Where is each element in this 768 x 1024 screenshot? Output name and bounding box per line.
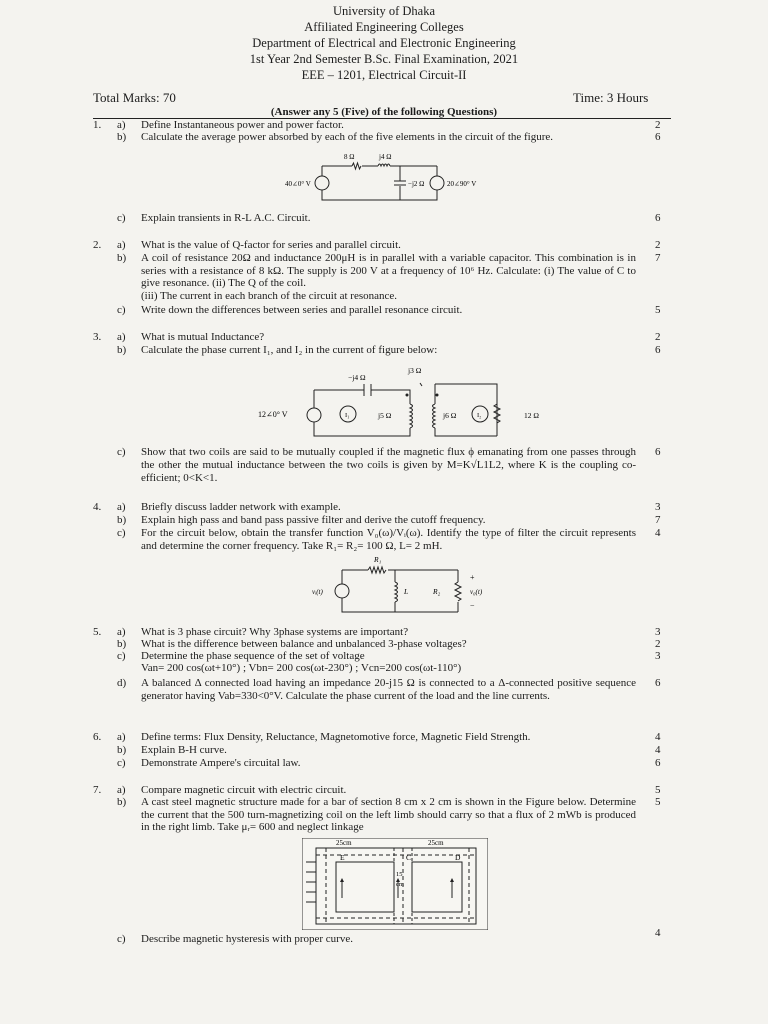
q5d-marks: 6	[655, 677, 661, 689]
fig4-r1-label: R₁	[374, 555, 382, 564]
resistor-r2	[455, 582, 461, 601]
q2a-text: What is the value of Q-factor for series and parallel circuit.	[141, 239, 401, 251]
fig3-r-label: 12 Ω	[524, 411, 539, 420]
q6b-text: Explain B-H curve.	[141, 744, 227, 756]
q7b-marks: 5	[655, 796, 661, 808]
q6a-text: Define terms: Flux Density, Reluctance, Magnetomotive force, Magnetic Field Strength.	[141, 731, 531, 743]
university-name: University of Dhaka	[332, 4, 436, 18]
q6c-label: c)	[117, 757, 126, 769]
q5b-marks: 2	[655, 638, 661, 650]
q4b-marks: 7	[655, 514, 661, 526]
q7a-marks: 5	[655, 784, 661, 796]
source-12v	[307, 408, 321, 422]
fig4-l-label: L	[404, 587, 409, 596]
q4b-label: b)	[117, 514, 127, 526]
fig7-e-label: E	[340, 853, 345, 862]
q5-number: 5.	[93, 626, 102, 638]
q7c-text: Describe magnetic hysteresis with proper curve.	[141, 933, 353, 945]
course-title: EEE – 1201, Electrical Circuit-II	[301, 68, 467, 82]
fig7-c-label: C	[406, 853, 412, 862]
q7a-text: Compare magnetic circuit with electric circuit.	[141, 784, 347, 796]
q4a-label: a)	[117, 501, 126, 513]
fig4-vi-label: vᵢ(t)	[312, 588, 323, 596]
fig4-minus: −	[470, 601, 475, 610]
q1b-label: b)	[117, 131, 127, 143]
q2-number: 2.	[93, 239, 102, 251]
fig3-src-label: 12∠0° V	[258, 410, 288, 419]
q3b-marks: 6	[655, 344, 661, 356]
figure-q1-circuit	[280, 148, 490, 206]
q6b-label: b)	[117, 744, 127, 756]
instruction: (Answer any 5 (Five) of the following Questions)	[270, 106, 498, 118]
q7b-label: b)	[117, 796, 127, 808]
q3-number: 3.	[93, 331, 102, 343]
q1c-marks: 6	[655, 212, 661, 224]
q3b-label: b)	[117, 344, 127, 356]
q4c-text: For the circuit below, obtain the transfer function V₀(ω)/Vᵢ(ω). Identify the type of filter the circuit represents and determine the corner frequency. Take R₁= R₂= 100 Ω, L= 2 mH.	[141, 527, 636, 552]
figure-q7-magnetic-core	[302, 838, 488, 930]
source-20v	[430, 176, 444, 190]
fig7-unit: cm	[396, 881, 404, 888]
capacitor-j4	[364, 384, 371, 396]
q3b-text: Calculate the phase current I₁, and I₂ in the current of figure below:	[141, 344, 438, 356]
q5c-voltages: Van= 200 cos(ωt+10°) ; Vbn= 200 cos(ωt-230°) ; Vcn=200 cos(ωt-110°)	[141, 662, 462, 674]
q3a-text: What is mutual Inductance?	[141, 331, 265, 343]
q2c-text: Write down the differences between series and parallel resonance circuit.	[141, 304, 463, 316]
inductor-j4	[378, 164, 390, 166]
q1c-label: c)	[117, 212, 126, 224]
q1-number: 1.	[93, 119, 102, 131]
q6c-text: Demonstrate Ampere's circuital law.	[141, 757, 301, 769]
exam-title: 1st Year 2nd Semester B.Sc. Final Examination, 2021	[249, 52, 519, 66]
q2c-label: c)	[117, 304, 126, 316]
q3c-label: c)	[117, 446, 126, 458]
q6b-marks: 4	[655, 744, 661, 756]
resistor-8ohm	[352, 163, 361, 169]
q7-number: 7.	[93, 784, 102, 796]
q4a-text: Briefly discuss ladder network with example.	[141, 501, 341, 513]
q3a-marks: 2	[655, 331, 661, 343]
source-vi	[335, 584, 349, 598]
fig7-dim2: 25cm	[428, 839, 444, 847]
q6-number: 6.	[93, 731, 102, 743]
fig7-len: 15	[396, 871, 403, 878]
q3c-marks: 6	[655, 446, 661, 458]
q4c-marks: 4	[655, 527, 661, 539]
fig1-src2-label: 20∠90° V	[447, 180, 477, 188]
q4c-label: c)	[117, 527, 126, 539]
fig1-src1-label: 40∠0° V	[285, 180, 311, 188]
q7a-label: a)	[117, 784, 126, 796]
q2a-marks: 2	[655, 239, 661, 251]
q1a-marks: 2	[655, 119, 661, 131]
fig3-l1-label: j5 Ω	[378, 411, 392, 420]
resistor-r1	[368, 567, 386, 573]
fig4-r2-label: R₂	[433, 587, 441, 596]
q1b-marks: 6	[655, 131, 661, 143]
q4a-marks: 3	[655, 501, 661, 513]
q5b-label: b)	[117, 638, 127, 650]
colleges-name: Affiliated Engineering Colleges	[304, 20, 464, 34]
fig3-l2-label: j6 Ω	[443, 411, 457, 420]
q5a-label: a)	[117, 626, 126, 638]
q1b-text: Calculate the average power absorbed by each of the five elements in the circuit of the figure.	[141, 131, 554, 143]
q5a-text: What is 3 phase circuit? Why 3phase systems are important?	[141, 626, 409, 638]
fig1-cap-label: −j2 Ω	[408, 180, 425, 188]
q1c-text: Explain transients in R-L A.C. Circuit.	[141, 212, 311, 224]
q5b-text: What is the difference between balance and unbalanced 3-phase voltages?	[141, 638, 467, 650]
total-marks: Total Marks: 70	[93, 90, 176, 105]
exam-time: Time: 3 Hours	[573, 90, 649, 105]
fig3-cap-label: −j4 Ω	[348, 373, 366, 382]
fig1-l-label: j4 Ω	[379, 153, 392, 161]
q5c-marks: 3	[655, 650, 661, 662]
q2b-label: b)	[117, 252, 127, 264]
fig4-vo-label: v₀(t)	[470, 588, 483, 596]
q3c-text: Show that two coils are said to be mutually coupled if the magnetic flux ϕ emanating from one passes through the other the mutual inductance between the two coils is given by M=K√L1L2, where K is the coupling co-efficient; 0<K<1.	[141, 446, 636, 484]
figure-q4-circuit	[300, 550, 500, 618]
fig3-i2-label: I₂	[477, 412, 482, 419]
figure-q3-circuit	[250, 362, 560, 442]
q5d-label: d)	[117, 677, 127, 689]
q2b-text: A coil of resistance 20Ω and inductance 200μH is in parallel with a variable capacitor. This combination is in series with a resistance of 8 kΩ. The supply is 200 V at a frequency of 10⁶ Hz. Calculate: (i) The value of C to give resonance. (ii) The Q of the coil.	[141, 252, 636, 289]
fig1-r-label: 8 Ω	[344, 153, 355, 161]
q6a-label: a)	[117, 731, 126, 743]
fig3-top-label: j3 Ω	[408, 366, 422, 375]
q2c-marks: 5	[655, 304, 661, 316]
q4b-text: Explain high pass and band pass passive filter and derive the cutoff frequency.	[141, 514, 486, 526]
q6c-marks: 6	[655, 757, 661, 769]
fig7-d-label: D	[455, 853, 461, 862]
capacitor-j2	[394, 181, 406, 185]
q2b-marks: 7	[655, 252, 661, 264]
q7c-label: c)	[117, 933, 126, 945]
dot-coil2	[436, 394, 439, 397]
q4-number: 4.	[93, 501, 102, 513]
q5a-marks: 3	[655, 626, 661, 638]
department-name: Department of Electrical and Electronic Engineering	[252, 36, 516, 50]
q5c-text: Determine the phase sequence of the set of voltage	[141, 650, 365, 662]
q1a-label: a)	[117, 119, 126, 131]
dot-coil1	[406, 394, 409, 397]
q2a-label: a)	[117, 239, 126, 251]
fig4-plus: +	[470, 573, 475, 582]
q2b-text-iii: (iii) The current in each branch of the circuit at resonance.	[141, 290, 398, 302]
q3a-label: a)	[117, 331, 126, 343]
q5d-text: A balanced Δ connected load having an impedance 20-j15 Ω is connected to a Δ-connected positive sequence generator having Vab=330<0°V. Calculate the phase current of the load and the line currents.	[141, 677, 636, 702]
source-40v	[315, 176, 329, 190]
q7b-text: A cast steel magnetic structure made for a bar of section 8 cm x 2 cm is shown in the Figure below. Determine the current that the 500 turn-magnetizing coil on the left limb should carry so that a flux of 2 mWb is produced in the right limb. Take μᵣ= 600 and neglect linkage	[141, 796, 636, 833]
q6a-marks: 4	[655, 731, 661, 743]
fig3-i1-label: I₁	[345, 412, 350, 419]
q7c-marks: 4	[655, 927, 661, 939]
fig7-dim1: 25cm	[336, 839, 352, 847]
q1a-text: Define Instantaneous power and power factor.	[141, 119, 344, 131]
q5c-label: c)	[117, 650, 126, 662]
